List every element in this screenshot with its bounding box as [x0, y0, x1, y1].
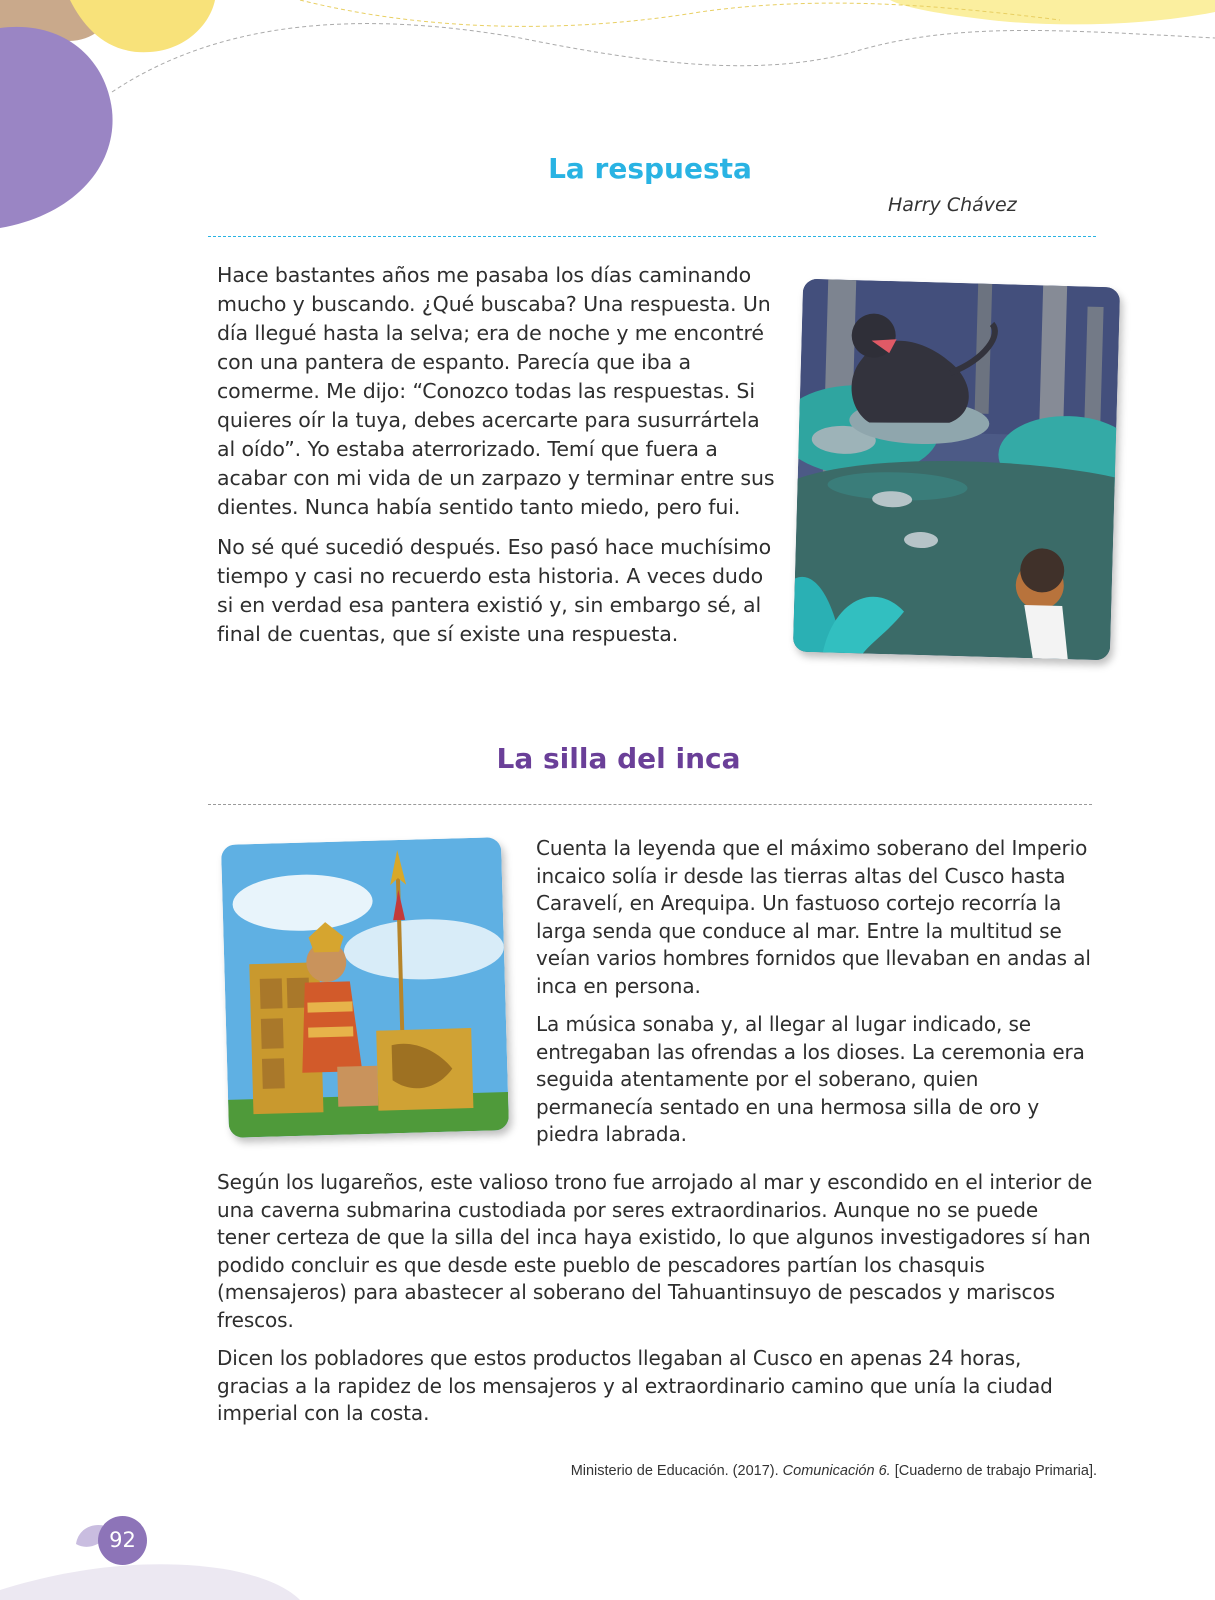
page-number: 92 [98, 1516, 147, 1565]
divider-gray [208, 804, 1092, 805]
story2-title: La silla del inca [496, 742, 741, 775]
inca-throne-illustration [221, 837, 509, 1138]
dashed-wave-yellow [300, 0, 1060, 26]
yellow-blob [70, 0, 215, 52]
story1-paragraph-1: Hace bastantes años me pasaba los días caminando mucho y buscando. ¿Qué buscaba? Una respuesta. Un día llegué hasta la selva; era de noche y me encontré con una pantera de espanto. Parecía que iba a comerme. Me dijo: “Conozco todas las respuestas. Si quieres oír la tuya, debes acercarte para susurrártela al oído”. Yo estaba aterrorizado. Temí que fuera a acabar con mi vida de un zarpazo y terminar entre sus dientes. Nunca había sentido tanto miedo, pero fui. [217, 263, 775, 519]
purple-blob [0, 27, 113, 228]
divider-blue [208, 236, 1096, 237]
story2-paragraph-2: La música sonaba y, al llegar al lugar indicado, se entregaban las ofrendas a los dioses. La ceremonia era seguida atentamente por el soberano, quien permanecía sentado en una hermosa silla de oro y piedra labrada. [536, 1012, 1085, 1146]
citation-book-title: Comunicación 6. [782, 1463, 891, 1479]
yellow-blob-right [890, 0, 1215, 24]
page-number-badge [76, 1514, 152, 1568]
story1-paragraph-2: No sé qué sucedió después. Eso pasó hace muchísimo tiempo y casi no recuerdo esta historia. A veces dudo si en verdad esa pantera existió y, sin embargo sé, al final de cuentas, que sí existe una respuesta. [217, 535, 772, 646]
source-citation [571, 1463, 1097, 1479]
story2-paragraph-3: Según los lugareños, este valioso trono fue arrojado al mar y escondido en el interior de una caverna submarina custodiada por seres extraordinarios. Aunque no se puede tener certeza de que la silla del inca haya existido, lo que algunos investigadores sí han podido concluir es que desde este pueblo de pescadores partían los chasquis (mensajeros) para abastecer al soberano del Tahuantinsuyo de pescados y mariscos frescos. [217, 1170, 1093, 1332]
dashed-wave [112, 24, 1215, 92]
citation-suffix: [Cuaderno de trabajo Primaria]. [890, 1463, 1097, 1479]
citation-prefix: Ministerio de Educación. (2017). [570, 1463, 783, 1479]
bottom-blob [0, 1564, 300, 1600]
panther-illustration [793, 279, 1120, 661]
story2-body-top [536, 835, 1091, 1160]
story1-title: La respuesta [548, 152, 752, 185]
story1-body [217, 261, 782, 660]
story2-body-bottom [217, 1169, 1097, 1439]
story2-paragraph-4: Dicen los pobladores que estos productos llegaban al Cusco en apenas 24 horas, gracias a la rapidez de los mensajeros y al extraordinario camino que unía la ciudad imperial con la costa. [217, 1346, 1053, 1425]
story2-paragraph-1: Cuenta la leyenda que el máximo soberano del Imperio incaico solía ir desde las tierras altas del Cusco hasta Caravelí, en Arequipa. Un fastuoso cortejo recorría la larga senda que conduce al mar. Entre la multitud se veían varios hombres fornidos que llevaban en andas al inca en persona. [536, 836, 1091, 998]
tan-blob [0, 0, 120, 45]
story1-author: Harry Chávez [888, 194, 1017, 216]
